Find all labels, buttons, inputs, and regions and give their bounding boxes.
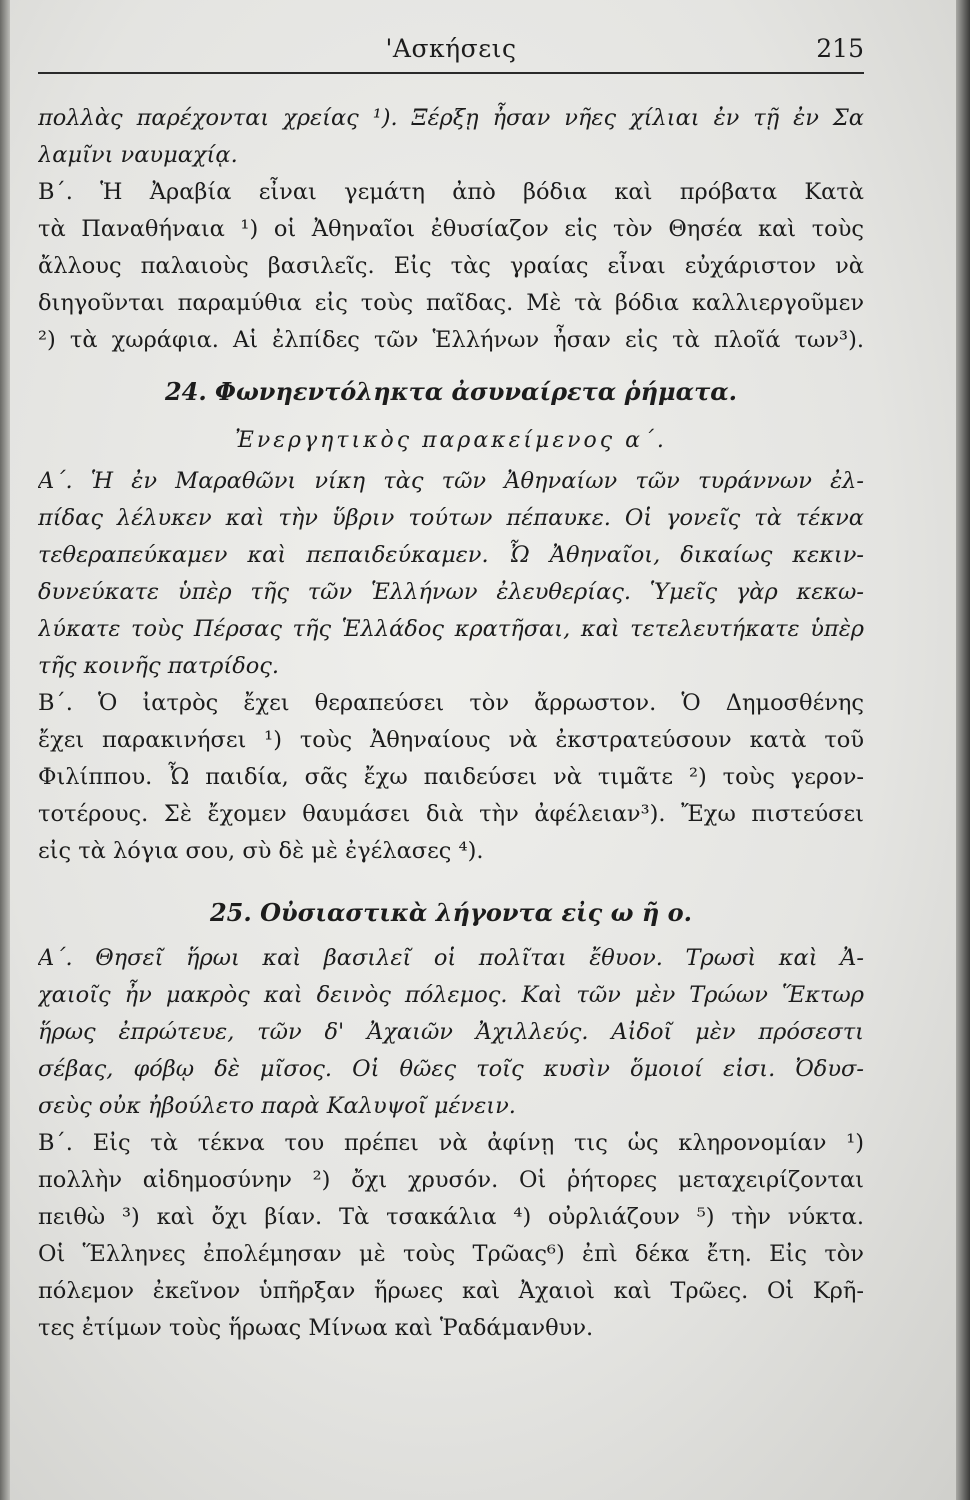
section-heading: 25. Οὐσιαστικὰ λήγοντα εἰς ω ῆ ο.	[209, 898, 692, 927]
text-line: διηγοῦνται παραμύθια εἰς τοὺς παῖδας. Μὲ τὰ βόδια καλλιεργοῦμεν	[38, 290, 864, 316]
text-line: Φιλίππου. Ὦ παιδία, σᾶς ἔχω παιδεύσει νὰ τιμᾶτε ²) τοὺς γερον-	[38, 764, 864, 790]
text-line: χαιοῖς ἦν μακρὸς καὶ δεινὸς πόλεμος. Καὶ τῶν μὲν Τρώων Ἕκτωρ	[38, 982, 864, 1008]
text-line: τες ἐτίμων τοὺς ἥρωας Μίνωα καὶ Ῥαδάμανθυν.	[38, 1315, 594, 1341]
text-line: ἥρως ἐπρώτευε, τῶν δ' Ἀχαιῶν Ἀχιλλεύς. Αἰδοῖ μὲν πρόσεστι	[38, 1019, 864, 1045]
text-line: τὰ Παναθήναια ¹) οἱ Ἀθηναῖοι ἐθυσίαζον εἰς τὸν Θησέα καὶ τοὺς	[38, 216, 864, 242]
running-title: 'Ασκήσεις	[385, 34, 517, 63]
text-line: τοτέρους. Σὲ ἔχομεν θαυμάσει διὰ τὴν ἀφέλειαν³). Ἔχω πιστεύσει	[38, 801, 864, 827]
text-line: πίδας λέλυκεν καὶ τὴν ὕβριν τούτων πέπαυκε. Οἱ γονεῖς τὰ τέκνα	[38, 505, 864, 531]
text-line: λαμῖνι ναυμαχίᾳ.	[38, 142, 238, 168]
page-body	[38, 100, 864, 1347]
text-line: σεὺς οὐκ ἠβούλετο παρὰ Καλυψοῖ μένειν.	[38, 1093, 516, 1119]
text-line: λύκατε τοὺς Πέρσας τῆς Ἑλλάδος κρατῆσαι, καὶ τετελευτήκατε ὑπὲρ	[38, 616, 864, 642]
text-line: Β΄. Ὁ ἰατρὸς ἔχει θεραπεύσει τὸν ἄρρωστον. Ὁ Δημοσθένης	[38, 690, 864, 716]
header-rule	[38, 72, 864, 74]
text-line: πολλὰς παρέχονται χρείας ¹). Ξέρξῃ ἦσαν νῆες χίλιαι ἐν τῇ ἐν Σα	[38, 105, 864, 131]
page-edge-left	[0, 0, 10, 1500]
page-edge-right	[956, 0, 970, 1500]
section-heading: 24. Φωνηεντόληκτα ἀσυναίρετα ῥήματα.	[164, 377, 738, 406]
section-subheading: Ἐνεργητικὸς παρακείμενος α΄.	[235, 428, 667, 453]
text-line: Α΄. Θησεῖ ἥρωι καὶ βασιλεῖ οἱ πολῖται ἔθυον. Τρωσὶ καὶ Ἀ-	[38, 945, 864, 971]
text-line: πειθὼ ³) καὶ ὄχι βίαν. Τὰ τσακάλια ⁴) οὐρλιάζουν ⁵) τὴν νύκτα.	[38, 1204, 864, 1230]
text-line: τῆς κοινῆς πατρίδος.	[38, 653, 280, 679]
text-line: ἔχει παρακινήσει ¹) τοὺς Ἀθηναίους νὰ ἐκστρατεύσουν κατὰ τοῦ	[38, 727, 864, 753]
text-line: δυνεύκατε ὑπὲρ τῆς τῶν Ἑλλήνων ἐλευθερίας. Ὑμεῖς γὰρ κεκω-	[38, 579, 864, 605]
text-line: πόλεμον ἐκεῖνον ὑπῆρξαν ἥρωες καὶ Ἀχαιοὶ καὶ Τρῶες. Οἱ Κρῆ-	[38, 1278, 864, 1304]
page-number: 215	[816, 34, 864, 63]
text-line: σέβας, φόβῳ δὲ μῖσος. Οἱ θῶες τοῖς κυσὶν ὅμοιοί εἰσι. Ὀδυσ-	[38, 1056, 864, 1082]
text-line: εἰς τὰ λόγια σου, σὺ δὲ μὲ ἐγέλασες ⁴).	[38, 838, 484, 864]
text-line: Β΄. Εἰς τὰ τέκνα του πρέπει νὰ ἀφίνῃ τις ὡς κληρονομίαν ¹)	[38, 1130, 864, 1156]
text-line: Οἱ Ἕλληνες ἐπολέμησαν μὲ τοὺς Τρῶας⁶) ἐπὶ δέκα ἔτη. Εἰς τὸν	[38, 1241, 864, 1267]
text-line: Β΄. Ἡ Ἀραβία εἶναι γεμάτη ἀπὸ βόδια καὶ πρόβατα Κατὰ	[38, 179, 864, 205]
page-header	[38, 30, 864, 70]
text-line: ἄλλους παλαιοὺς βασιλεῖς. Εἰς τὰς γραίας εἶναι εὐχάριστον νὰ	[38, 253, 864, 279]
text-line: τεθεραπεύκαμεν καὶ πεπαιδεύκαμεν. Ὦ Ἀθηναῖοι, δικαίως κεκιν-	[38, 542, 864, 568]
text-line: πολλὴν αἰδημοσύνην ²) ὄχι χρυσόν. Οἱ ῥήτορες μεταχειρίζονται	[38, 1167, 864, 1193]
text-line: Α΄. Ἡ ἐν Μαραθῶνι νίκη τὰς τῶν Ἀθηναίων τῶν τυράννων ἐλ-	[38, 468, 864, 494]
text-line: ²) τὰ χωράφια. Αἱ ἐλπίδες τῶν Ἑλλήνων ἦσαν εἰς τὰ πλοῖά των³).	[38, 327, 864, 353]
